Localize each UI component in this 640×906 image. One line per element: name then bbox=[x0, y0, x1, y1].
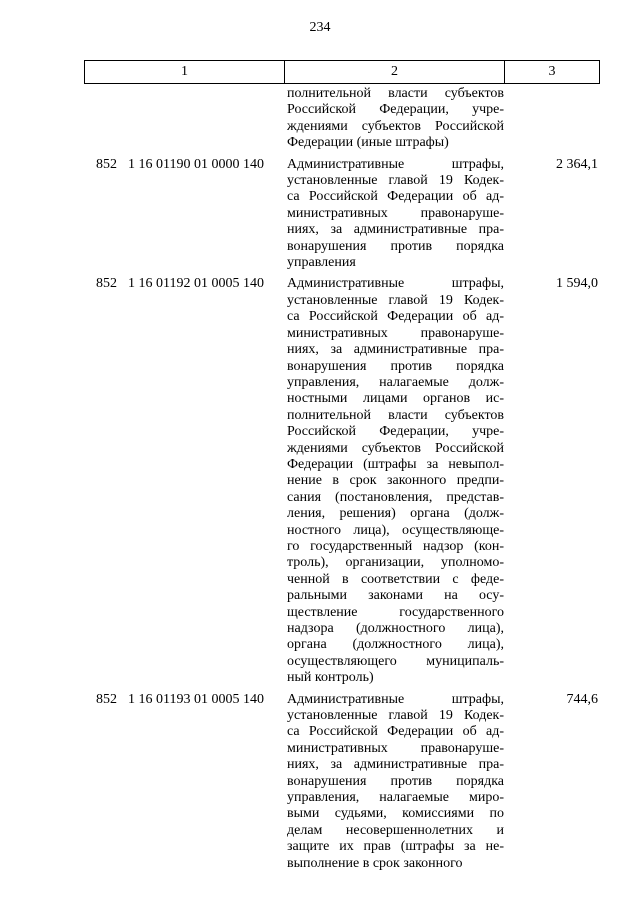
description-line: министративных правонаруше- bbox=[287, 740, 504, 756]
description-line: управления bbox=[287, 255, 356, 271]
description-line: установленные главой 19 Кодек- bbox=[287, 292, 504, 308]
description-line: министративных правонаруше- bbox=[287, 205, 504, 221]
description-line: делам несовершеннолетних и bbox=[287, 822, 504, 838]
description-line: ниях, за административные пра- bbox=[287, 222, 504, 238]
description-line: са Российской Федерации об ад- bbox=[287, 309, 504, 325]
description-line: троль), организации, уполномо- bbox=[287, 555, 504, 571]
admin-code: 852 bbox=[96, 691, 117, 707]
description-line: го государственный надзор (кон- bbox=[287, 538, 504, 554]
budget-classification-code: 1 16 01193 01 0005 140 bbox=[128, 691, 264, 707]
table-header-col2: 2 bbox=[285, 61, 505, 83]
code-cell bbox=[84, 692, 284, 872]
admin-code: 852 bbox=[96, 156, 117, 172]
description-cell bbox=[287, 276, 504, 686]
page-number: 234 bbox=[309, 20, 331, 35]
budget-classification-code: 1 16 01190 01 0000 140 bbox=[128, 156, 264, 172]
description-line: защите их прав (штрафы за не- bbox=[287, 839, 504, 855]
description-line: сания (постановления, представ- bbox=[287, 489, 504, 505]
description-line: ный контроль) bbox=[287, 670, 374, 686]
description-cell bbox=[287, 692, 504, 872]
description-line: Федерации (штрафы за невыпол- bbox=[287, 456, 504, 472]
description-line: ждениями субъектов Российской bbox=[287, 118, 504, 134]
table-header-col3: 3 bbox=[548, 64, 556, 79]
description-line: са Российской Федерации об ад- bbox=[287, 724, 504, 740]
description-line: ченной в соответствии с феде- bbox=[287, 571, 504, 587]
amount-cell: 744,6 bbox=[566, 691, 598, 707]
description-line: Федерации (иные штрафы) bbox=[287, 135, 449, 151]
code-cell bbox=[84, 157, 284, 272]
description-line: надзора (должностного лица), bbox=[287, 621, 504, 636]
description-line: ниях, за административные пра- bbox=[287, 757, 504, 773]
code-cell bbox=[84, 86, 284, 152]
description-line: управления, налагаемые долж- bbox=[287, 374, 504, 390]
description-line: ностными лицами органов ис- bbox=[287, 391, 504, 407]
description-line: Российской Федерации, учре- bbox=[287, 424, 504, 440]
description-line: управления, налагаемые миро- bbox=[287, 790, 504, 806]
description-line: са Российской Федерации об ад- bbox=[287, 189, 504, 205]
table-row bbox=[84, 86, 600, 152]
description-line: полнительной власти субъектов bbox=[287, 86, 504, 101]
description-line: ществление государственного bbox=[287, 604, 504, 620]
amount-cell: 2 364,1 bbox=[556, 156, 598, 172]
description-line: выполнение в срок законного bbox=[287, 855, 463, 871]
description-cell bbox=[287, 157, 504, 272]
admin-code: 852 bbox=[96, 276, 117, 292]
description-line: ниях, за административные пра- bbox=[287, 342, 504, 358]
description-line: Административные штрафы, bbox=[287, 156, 504, 172]
description-line: ления, решения) органа (долж- bbox=[287, 506, 504, 522]
description-line: установленные главой 19 Кодек- bbox=[287, 708, 504, 724]
description-line: нение в срок законного предпи- bbox=[287, 473, 504, 489]
description-line: ждениями субъектов Российской bbox=[287, 440, 504, 456]
description-line: вонарушения против порядка bbox=[287, 238, 504, 254]
description-line: вонарушения против порядка bbox=[287, 358, 504, 374]
amount-cell bbox=[504, 86, 600, 152]
table-row bbox=[84, 276, 600, 686]
table-row bbox=[84, 157, 600, 272]
description-line: выми судьями, комиссиями по bbox=[287, 806, 504, 822]
description-line: Административные штрафы, bbox=[287, 276, 504, 292]
table-body bbox=[84, 86, 600, 877]
description-line: вонарушения против порядка bbox=[287, 773, 504, 789]
table-header bbox=[84, 60, 600, 84]
description-line: министративных правонаруше- bbox=[287, 325, 504, 341]
description-line: установленные главой 19 Кодек- bbox=[287, 173, 504, 189]
description-line: Административные штрафы, bbox=[287, 691, 504, 707]
table-row bbox=[84, 692, 600, 872]
description-line: Российской Федерации, учре- bbox=[287, 102, 504, 118]
description-line: полнительной власти субъектов bbox=[287, 407, 504, 423]
budget-classification-code: 1 16 01192 01 0005 140 bbox=[128, 276, 264, 292]
description-line: ностного лица), осуществляюще- bbox=[287, 522, 504, 538]
description-line: ральными законами на осу- bbox=[287, 588, 504, 604]
amount-cell: 1 594,0 bbox=[556, 276, 598, 292]
description-cell bbox=[287, 86, 504, 152]
code-cell bbox=[84, 276, 284, 686]
table-header-col1: 1 bbox=[85, 61, 285, 83]
description-line: осуществляющего муниципаль- bbox=[287, 653, 504, 669]
description-line: органа (должностного лица), bbox=[287, 637, 504, 653]
